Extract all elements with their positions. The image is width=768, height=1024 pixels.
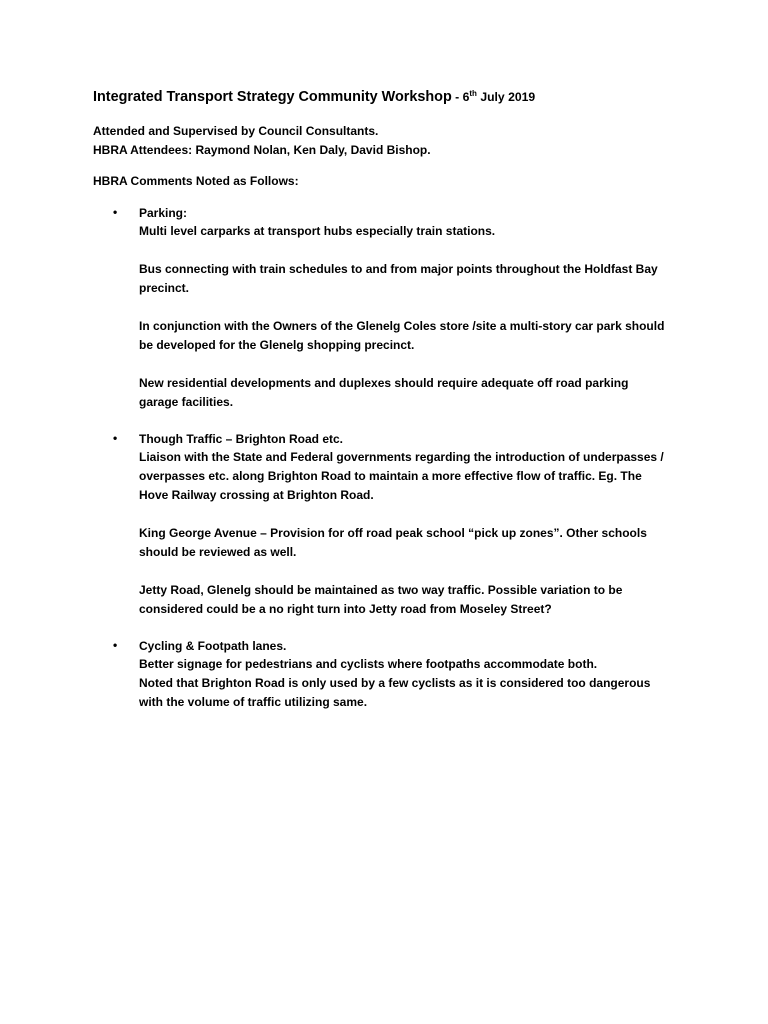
title-main: Integrated Transport Strategy Community Workshop — [93, 89, 452, 105]
bullet-icon: • — [113, 638, 118, 652]
bullet-icon: • — [113, 431, 118, 445]
title-separator: - — [451, 90, 463, 104]
section-heading-cycling: Cycling & Footpath lanes. — [139, 639, 287, 653]
parking-paragraph-3: In conjunction with the Owners of the Glenelg Coles store /site a multi-story car park should be developed for the Glenelg shopping precinct. — [139, 319, 665, 352]
title-date — [452, 90, 535, 104]
section-heading-parking: Parking: — [139, 206, 188, 220]
parking-paragraph-2: Bus connecting with train schedules to and from major points throughout the Holdfast Bay precinct. — [139, 262, 658, 295]
section-heading-through-traffic: Though Traffic – Brighton Road etc. — [139, 432, 343, 446]
parking-paragraph-1: Multi level carparks at transport hubs especially train stations. — [139, 224, 496, 238]
parking-paragraph-4: New residential developments and duplexes should require adequate off road parking garage facilities. — [139, 376, 629, 409]
attendance-consultants: Attended and Supervised by Council Consultants. — [93, 124, 379, 138]
traffic-paragraph-1: Liaison with the State and Federal governments regarding the introduction of underpasses / overpasses etc. along Brighton Road to maintain a more effective flow of traffic. Eg. The Hove Railway crossing at Brighton Road. — [139, 450, 664, 502]
title-day: 6 — [462, 90, 470, 104]
attendance-attendees: HBRA Attendees: Raymond Nolan, Ken Daly, David Bishop. — [93, 143, 431, 157]
title-day-suffix: th — [469, 89, 477, 98]
cycling-paragraph-1: Better signage for pedestrians and cyclists where footpaths accommodate both. Noted that Brighton Road is only used by a few cyclists as it is considered too dangerous with the volume of traffic utilizing same. — [139, 657, 651, 709]
comments-heading: HBRA Comments Noted as Follows: — [93, 174, 299, 188]
document-title — [93, 88, 535, 106]
traffic-paragraph-3: Jetty Road, Glenelg should be maintained as two way traffic. Possible variation to be considered could be a no right turn into Jetty road from Moseley Street? — [139, 583, 623, 616]
title-month-year: July 2019 — [476, 90, 536, 104]
bullet-icon: • — [113, 205, 118, 219]
traffic-paragraph-2: King George Avenue – Provision for off road peak school “pick up zones”. Other schools should be reviewed as well. — [139, 526, 647, 559]
